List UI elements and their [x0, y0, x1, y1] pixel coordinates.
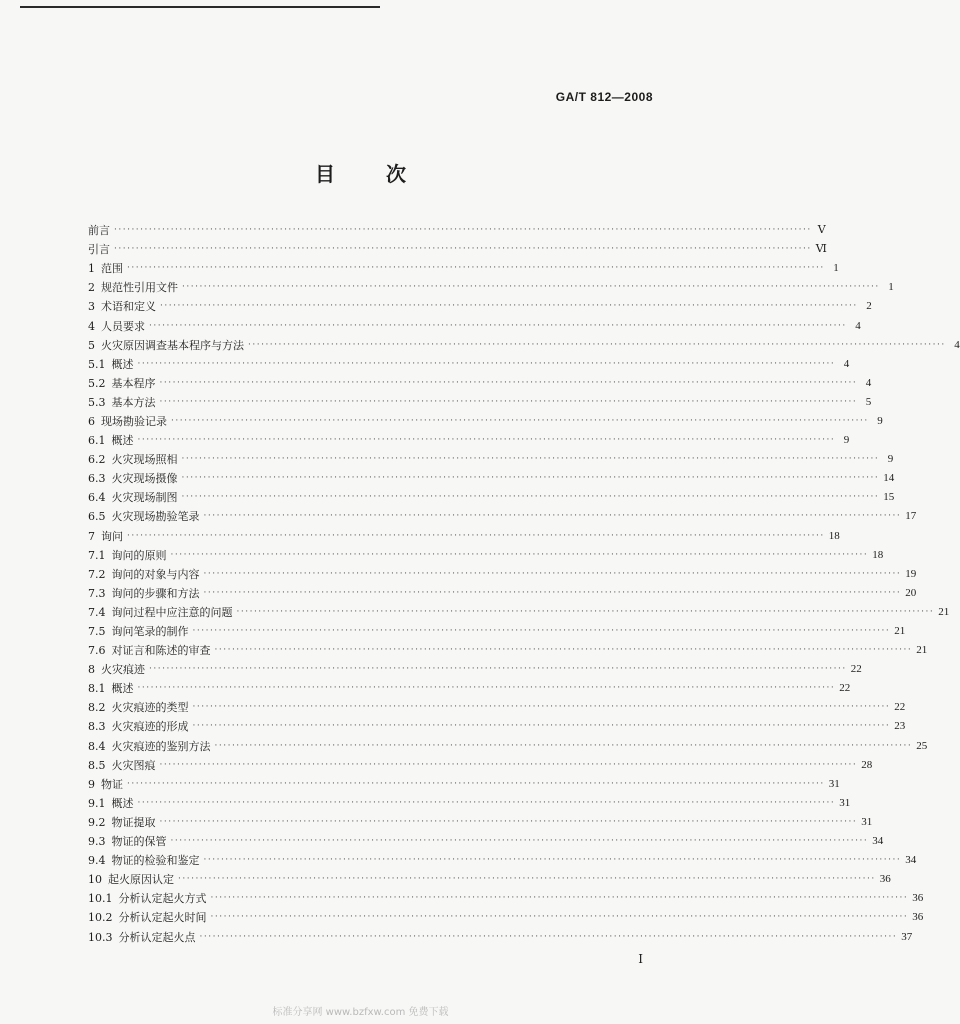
toc-entry-page: 34	[872, 835, 884, 848]
toc-entry-page: 21	[894, 625, 906, 638]
toc-entry-number: 9.1	[88, 796, 106, 810]
toc-dot-leader: ································································································································································	[159, 396, 858, 407]
toc-entry-number: 10	[88, 873, 102, 887]
toc-entry-number: 10.3	[88, 930, 113, 944]
toc-entry-label: 术语和定义	[101, 300, 156, 314]
toc-dot-leader: ································································································································································	[149, 664, 847, 675]
toc-entry-page: 5	[865, 395, 872, 408]
toc-entry-number: 9	[88, 777, 95, 791]
toc-entry-page: 36	[912, 911, 924, 924]
toc-entry-page: 18	[872, 548, 884, 561]
toc-entry[interactable]	[88, 775, 840, 794]
toc-entry-label: 火灾现场制图	[111, 491, 178, 505]
toc-dot-leader: ································································································································································	[149, 320, 847, 331]
toc-entry-page: 4	[855, 319, 861, 332]
toc-dot-leader: ································································································································································	[203, 568, 902, 579]
toc-entry[interactable]	[88, 584, 917, 603]
watermark-text: 标准分享网 www.bzfxw.com 免费下载	[272, 1007, 449, 1018]
toc-entry-number: 7.5	[88, 625, 106, 639]
toc-entry[interactable]	[88, 889, 924, 908]
toc-entry[interactable]	[88, 794, 851, 813]
toc-dot-leader: ································································································································································	[210, 893, 909, 904]
standard-code: GA/T 812—2008	[555, 90, 653, 104]
toc-entry-number: 8.3	[88, 720, 106, 734]
toc-entry-number: 8.5	[88, 758, 106, 772]
toc-dot-leader: ································································································································································	[127, 530, 825, 541]
toc-entry-label: 概述	[111, 357, 134, 371]
toc-dot-leader: ································································································································································	[159, 377, 858, 388]
toc-entry[interactable]	[88, 355, 850, 374]
toc-entry[interactable]	[88, 679, 851, 698]
toc-entry[interactable]	[88, 756, 873, 775]
toc-entry[interactable]	[88, 221, 826, 240]
toc-entry-page: 15	[883, 491, 895, 504]
toc-entry-page: Ⅴ	[817, 224, 826, 237]
toc-entry-label: 现场勘验记录	[101, 414, 167, 428]
toc-dot-leader: ································································································································································	[181, 454, 880, 465]
toc-entry-number: 5.1	[88, 357, 106, 371]
toc-entry-number: 5.3	[88, 395, 106, 409]
toc-entry-label: 对证言和陈述的审查	[111, 644, 211, 658]
toc-entry-label: 火灾痕迹的类型	[111, 701, 189, 715]
toc-entry-page: 31	[861, 815, 873, 828]
toc-dot-leader: ································································································································································	[160, 301, 858, 312]
toc-entry-page: 37	[901, 930, 913, 943]
toc-entry-label: 概述	[111, 682, 134, 696]
toc-entry-page: 9	[887, 453, 894, 466]
toc-entry-page: 14	[883, 472, 895, 485]
toc-entry[interactable]	[88, 297, 872, 316]
toc-dot-leader: ································································································································································	[137, 683, 836, 694]
toc-entry-page: 21	[938, 605, 950, 618]
toc-dot-leader: ································································································································································	[192, 702, 891, 713]
toc-entry-label: 物证的检验和鉴定	[111, 854, 200, 868]
toc-entry-label: 火灾痕迹的形成	[111, 720, 189, 734]
toc-entry-label: 概述	[111, 434, 134, 448]
toc-entry-page: 21	[916, 644, 928, 657]
toc-entry-page: 22	[850, 663, 862, 676]
toc-entry-number: 3	[88, 300, 95, 314]
toc-entry-label: 火灾痕迹的鉴别方法	[111, 739, 211, 753]
toc-entry-label: 分析认定起火方式	[118, 892, 207, 906]
toc-entry-number: 2	[88, 281, 95, 295]
toc-dot-leader: ································································································································································	[159, 816, 858, 827]
toc-entry-number: 6.3	[88, 472, 106, 486]
toc-entry-number: 9.2	[88, 815, 106, 829]
toc-dot-leader: ································································································································································	[114, 244, 812, 255]
page-number: Ⅰ	[638, 952, 643, 966]
toc-entry-label: 规范性引用文件	[101, 281, 178, 295]
toc-entry-label: 询问过程中应注意的问题	[111, 605, 233, 619]
toc-entry-label: 询问的对象与内容	[111, 567, 200, 581]
toc-entry-number: 6.2	[88, 453, 106, 467]
toc-entry-page: 31	[839, 796, 851, 809]
toc-entry-label: 火灾现场照相	[111, 453, 178, 467]
toc-entry-label: 物证提取	[111, 815, 156, 829]
toc-entry-label: 基本程序	[111, 376, 156, 390]
toc-entry-number: 8.2	[88, 701, 106, 715]
toc-dot-leader: ································································································································································	[170, 836, 869, 847]
toc-entry-label: 火灾现场摄像	[111, 472, 178, 486]
toc-entry-label: 人员要求	[101, 319, 145, 333]
toc-entry-page: 20	[905, 586, 917, 599]
toc-entry-number: 6.4	[88, 491, 106, 505]
toc-entry[interactable]	[88, 851, 917, 870]
toc-entry[interactable]	[88, 240, 827, 259]
toc-entry-page: 25	[916, 739, 928, 752]
toc-entry-page: 4	[843, 357, 850, 370]
toc-dot-leader: ································································································································································	[159, 759, 858, 770]
toc-dot-leader: ································································································································································	[192, 626, 891, 637]
toc-dot-leader: ································································································································································	[210, 912, 909, 923]
toc-entry-number: 7.6	[88, 644, 106, 658]
toc-entry-number: 4	[88, 319, 95, 333]
toc-dot-leader: ································································································································································	[181, 473, 880, 484]
toc-entry-label: 询问笔录的制作	[111, 625, 189, 639]
toc-entry[interactable]	[88, 660, 862, 679]
toc-dot-leader: ································································································································································	[203, 855, 902, 866]
toc-dot-leader: ································································································································································	[127, 778, 825, 789]
toc-dot-leader: ································································································································································	[236, 606, 935, 617]
toc-entry-label: 物证	[101, 777, 123, 791]
toc-entry-page: 22	[839, 682, 851, 695]
toc-entry-number: 7.2	[88, 567, 106, 581]
toc-entry-page: Ⅵ	[815, 243, 827, 256]
toc-dot-leader: ································································································································································	[137, 797, 836, 808]
toc-entry-label: 火灾图痕	[111, 758, 156, 772]
toc-entry[interactable]	[88, 870, 891, 889]
toc-entry-label: 询问	[101, 529, 123, 543]
toc-entry[interactable]	[88, 641, 928, 660]
toc-entry-label: 起火原因认定	[108, 873, 174, 887]
toc-entry[interactable]	[88, 259, 839, 278]
toc-dot-leader: ································································································································································	[181, 492, 880, 503]
toc-entry[interactable]	[88, 336, 960, 355]
toc-dot-leader: ································································································································································	[137, 358, 836, 369]
toc-entry-label: 基本方法	[111, 395, 156, 409]
toc-entry-page: 36	[912, 892, 924, 905]
toc-dot-leader: ································································································································································	[114, 225, 812, 236]
title-char-1: 目	[315, 162, 336, 186]
toc-entry[interactable]	[88, 393, 872, 412]
toc-entry-number: 9.3	[88, 835, 106, 849]
toc-entry-label: 范围	[101, 262, 123, 276]
toc-entry-page: 2	[866, 300, 872, 313]
toc-entry[interactable]	[88, 374, 872, 393]
toc-entry-number: 6.1	[88, 434, 106, 448]
toc-entry[interactable]	[88, 488, 895, 507]
toc-entry-page: 4	[954, 338, 960, 351]
toc-dot-leader: ································································································································································	[199, 931, 898, 942]
toc-entry-number: 9.4	[88, 854, 106, 868]
toc-entry-page: 18	[828, 529, 840, 542]
toc-entry-number: 7.1	[88, 548, 106, 562]
toc-entry[interactable]	[88, 565, 917, 584]
toc-entry-number: 7.4	[88, 605, 106, 619]
toc-dot-leader: ································································································································································	[127, 263, 825, 274]
toc-entry[interactable]	[88, 908, 924, 927]
toc-entry-label: 火灾痕迹	[101, 663, 145, 677]
toc-entry[interactable]	[88, 603, 950, 622]
toc-dot-leader: ································································································································································	[171, 415, 869, 426]
toc-entry-label: 引言	[88, 243, 110, 257]
toc-entry-number: 10.1	[88, 892, 113, 906]
toc-dot-leader: ································································································································································	[178, 874, 876, 885]
toc-entry-page: 9	[877, 414, 883, 427]
toc-entry-label: 概述	[111, 796, 134, 810]
toc-entry[interactable]	[88, 450, 894, 469]
toc-entry-label: 前言	[88, 224, 110, 238]
toc-entry-number: 7.3	[88, 586, 106, 600]
toc-entry-page: 17	[905, 510, 917, 523]
title-char-2: 次	[385, 162, 406, 186]
toc-entry-page: 19	[905, 567, 917, 580]
toc-entry-number: 5.2	[88, 376, 106, 390]
top-rule	[20, 6, 380, 8]
toc-entry-number: 1	[88, 262, 95, 276]
toc-entry[interactable]	[88, 698, 906, 717]
toc-entry[interactable]	[88, 737, 928, 756]
toc-dot-leader: ································································································································································	[192, 721, 891, 732]
toc-entry-label: 火灾原因调查基本程序与方法	[101, 338, 244, 352]
toc-entry-page: 36	[879, 873, 891, 886]
toc-entry-number: 8.1	[88, 682, 106, 696]
toc-entry-page: 28	[861, 758, 873, 771]
toc-entry-number: 7	[88, 529, 95, 543]
toc-entry[interactable]	[88, 507, 917, 526]
toc-entry[interactable]	[88, 717, 906, 736]
toc-dot-leader: ································································································································································	[203, 511, 902, 522]
toc-entry-page: 1	[888, 281, 894, 294]
toc-entry-page: 1	[833, 262, 839, 275]
toc-entry[interactable]	[88, 813, 873, 832]
toc-entry-page: 31	[828, 777, 840, 790]
toc-entry-page: 34	[905, 854, 917, 867]
toc-entry[interactable]	[88, 527, 840, 546]
toc-entry-label: 物证的保管	[111, 835, 167, 849]
toc-entry-number: 5	[88, 338, 95, 352]
toc-entry[interactable]	[88, 278, 894, 297]
toc-entry-label: 询问的原则	[111, 548, 167, 562]
toc-entry[interactable]	[88, 622, 906, 641]
toc-dot-leader: ································································································································································	[137, 435, 836, 446]
toc-entry[interactable]	[88, 431, 850, 450]
toc-entry[interactable]	[88, 316, 861, 335]
toc-dot-leader: ································································································································································	[182, 282, 880, 293]
toc-entry[interactable]	[88, 469, 895, 488]
toc-dot-leader: ································································································································································	[248, 339, 946, 350]
toc-entry[interactable]	[88, 546, 884, 565]
toc-entry-number: 6	[88, 414, 95, 428]
toc-dot-leader: ································································································································································	[203, 587, 902, 598]
toc-entry-label: 分析认定起火时间	[118, 911, 207, 925]
page-title	[0, 158, 721, 187]
toc-dot-leader: ································································································································································	[214, 645, 913, 656]
toc-dot-leader: ································································································································································	[170, 549, 869, 560]
toc-entry[interactable]	[88, 927, 913, 946]
toc-entry-page: 23	[894, 720, 906, 733]
toc-entry-page: 9	[843, 434, 850, 447]
toc-entry-number: 8.4	[88, 739, 106, 753]
toc-entry-label: 火灾现场勘验笔录	[111, 510, 200, 524]
toc-entry[interactable]	[88, 412, 883, 431]
toc-entry-label: 询问的步骤和方法	[111, 586, 200, 600]
toc-entry-number: 10.2	[88, 911, 113, 925]
toc-entry-number: 6.5	[88, 510, 106, 524]
toc-dot-leader: ································································································································································	[214, 740, 913, 751]
toc-entry-page: 22	[894, 701, 906, 714]
table-of-contents	[88, 221, 960, 947]
toc-entry-label: 分析认定起火点	[118, 930, 196, 944]
toc-entry-number: 8	[88, 663, 95, 677]
toc-entry[interactable]	[88, 832, 884, 851]
toc-entry-page: 4	[865, 376, 872, 389]
